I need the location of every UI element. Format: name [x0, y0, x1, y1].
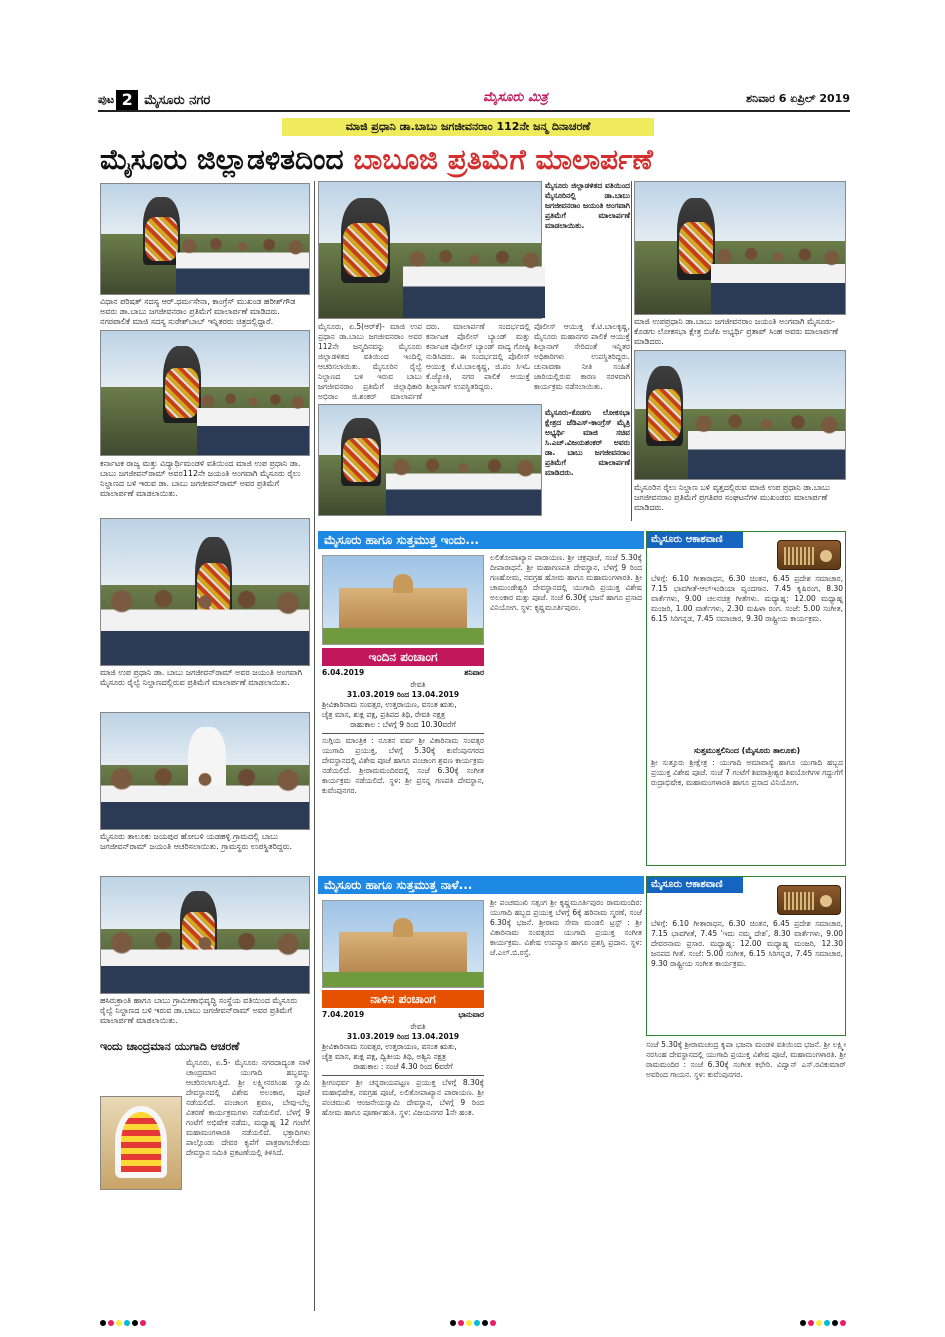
radio-tomorrow-box [646, 876, 846, 1036]
radio-icon [777, 885, 841, 915]
photo-group-1 [100, 518, 310, 666]
tomorrow-masa: ಚೈತ್ರ ಮಾಸ, ಶುಕ್ಲ ಪಕ್ಷ, ದ್ವಿತೀಯ ತಿಥಿ, ಅಶ್ವಿನಿ ನಕ್ಷತ್ರ [322, 1052, 446, 1061]
page-label: ಪುಟ [98, 93, 115, 106]
today-date: 6.04.2019 [322, 668, 365, 677]
radio-today-subtext: ಶ್ರೀ ಸುತ್ತೂರು ಶ್ರೀಕ್ಷೇತ್ರ : ಯುಗಾದಿ ಅಮಾವಾಸ್ಯೆ ಹಾಗೂ ಯುಗಾದಿ ಹಬ್ಬದ ಪ್ರಯುಕ್ತ ವಿಶೇಷ ಪೂಜೆ. ಸಂಜೆ 7 ಗಂಟೆಗೆ ಶಿವರಾತ್ರೀಶ್ವರ ಶಿವಯೋಗಿಗಳ ಗದ್ದುಗೆಗೆ ರುದ್ರಾಭಿಷೇಕ, ಮಹಾಮಂಗಳಾರತಿ ಹಾಗೂ ಪ್ರಸಾದ ವಿನಿಯೋಗ. [651, 758, 843, 787]
ugadi-title: ಇಂದು ಚಾಂದ್ರಮಾನ ಯುಗಾದಿ ಆಚರಣೆ [100, 1040, 240, 1053]
radio-today-sub: ಸುತ್ತಮುತ್ತಲಿನಿಂದ (ಮೈಸೂರು ತಾಲೂಕು) [693, 746, 801, 755]
today-samvatsara: ಶ್ರೀವಿಕಾರಿನಾಮ ಸಂವತ್ಸರ, ಉತ್ತರಾಯಣ, ವಸಂತ ಋತು, [322, 700, 457, 709]
radio-today-text: ಬೆಳಿಗ್ಗೆ: 6.10 ಗೀತಾರಾಧನ, 6.30 ಚಿಂತನ, 6.45 ಪ್ರದೇಶ ಸಮಾಚಾರ, 7.15 ಭಾವಗೀತೆ-ಆಲ್‌ಇಂಡಿಯಾ ವೃಂದಗಾನ. 7.45 ಕೃಷಿರಂಗ, 8.30 ವಾರ್ತೆಗಳು, 9.00 ಚಲನಚಿತ್ರ ಗೀತೆಗಳು. ಮಧ್ಯಾಹ್ನ: 12.00 ಮಧ್ಯಾಹ್ನ ಮಂಜರಿ, 1.00 ವಾರ್ತೆಗಳು, 2.30 ಮಹಿಳಾ ರಂಗ. ಸಂಜೆ: 5.00 ಸಂಗೀತ, 6.15 ಸಿರಿಗನ್ನಡ, 7.45 ಸಮಾಚಾರ, 9.30 ರಾಷ್ಟ್ರೀಯ ಕಾರ್ಯಕ್ರಮ. [651, 574, 843, 623]
today-col-right: ಲಲಿತೋಪಾಖ್ಯಾನ ಪಾರಾಯಣ. ಶ್ರೀ ಚಕ್ರಪೂಜೆ, ಸಂಜೆ 5.30ಕ್ಕೆ ದೀಪಾರಾಧನೆ. ಶ್ರೀ ಮಹಾಗಣಪತಿ ದೇವಸ್ಥಾನ, ಬೆಳಗ್ಗೆ 9 ರಿಂದ ಗಣಹೋಮ, ನವಗ್ರಹ ಹೋಮ ಹಾಗೂ ಮಹಾಮಂಗಳಾರತಿ. ಶ್ರೀ ಚಾಮುಂಡೇಶ್ವರಿ ದೇವಸ್ಥಾನದಲ್ಲಿ ಯುಗಾದಿ ಪ್ರಯುಕ್ತ ವಿಶೇಷ ಅಲಂಕಾರ ಮತ್ತು ಪೂಜೆ. ಸಂಜೆ 6.30ಕ್ಕೆ ಭಜನೆ ಹಾಗೂ ಪ್ರಸಾದ ವಿನಿಯೋಗ. ಸ್ಥಳ: ಕೃಷ್ಣಮೂರ್ತಿಪುರಂ. [490, 553, 642, 612]
radio-today-box [646, 531, 846, 866]
radio-tomorrow-title: ಮೈಸೂರು ಆಕಾಶವಾಣಿ [647, 877, 743, 893]
photo-mysore-palace-tomorrow [322, 900, 484, 988]
today-rahu: ರಾಹುಕಾಲ : ಬೆಳಗ್ಗೆ 9 ರಿಂದ 10.30ವರೆಗೆ [350, 720, 456, 729]
today-events: ಸುಗ್ಗಿಯ ಮಾಂತ್ರಿಕ : ನೂತನ ವರ್ಷ ಶ್ರೀ ವಿಕಾರಿನಾಮ ಸಂವತ್ಸರ ಯುಗಾದಿ ಪ್ರಯುಕ್ತ, ಬೆಳಗ್ಗೆ 5.30ಕ್ಕೆ ಕುವೆಂಪುನಗರದ ದೇವಸ್ಥಾನದಲ್ಲಿ ವಿಶೇಷ ಪೂಜೆ ಹಾಗೂ ಪಂಚಾಂಗ ಶ್ರವಣ ಕಾರ್ಯಕ್ರಮ ನಡೆಯಲಿದೆ. ಶ್ರೀರಾಮಮಂದಿರದಲ್ಲಿ ಸಂಜೆ 6.30ಕ್ಕೆ ಸಂಗೀತ ಕಾರ್ಯಕ್ರಮ ನಡೆಯಲಿದೆ. ಸ್ಥಳ: ಶ್ರೀ ಪ್ರಸನ್ನ ಗಣಪತಿ ದೇವಸ್ಥಾನ, ಕುವೆಂಪುನಗರ. [322, 736, 484, 795]
caption-1: ವಿಧಾನ ಪರಿಷತ್ ಸದಸ್ಯ ಆರ್.ಧರ್ಮಸೇನಾ, ಕಾಂಗ್ರೆಸ್ ಮುಖಂಡ ಹರೀಶ್‌ಗೌಡ ಅವರು ಡಾ.ಬಾಬು ಜಗಜೀವನರಾಂ ಪ್ರತಿಮೆಗೆ ಮಾಲಾರ್ಪಣೆ ಮಾಡಿದರು. ನಗರಪಾಲಿಕೆ ಮಾಜಿ ಸದಸ್ಯ ಸುರೇಶ್‌ಬಾಬ್ ಇನ್ನಿತರರು ಚಿತ್ರದಲ್ಲಿದ್ದಾರೆ. [100, 297, 296, 326]
caption-3: ಮೈಸೂರು ಜಿಲ್ಲಾಡಳಿತದ ವತಿಯಿಂದ ಮೈಸೂರಿನಲ್ಲಿ ಡಾ.ಬಾಬು ಜಗಜೀವನರಾಂ ಜಯಂತಿ ಅಂಗವಾಗಿ ಪ್ರತಿಮೆಗೆ ಮಾಲಾರ್ಪಣೆ ಮಾಡಲಾಯಿತು. [545, 181, 630, 230]
photo-statue-garlanding-4 [318, 404, 542, 516]
today-nakshatra: ರೇವತಿ [410, 680, 426, 689]
headline-part1: ಮೈಸೂರು ಜಿಲ್ಲಾಡಳಿತದಿಂದ [100, 143, 344, 176]
color-registration-marks-right [800, 1320, 846, 1328]
radio-icon [777, 540, 841, 570]
photo-group-2 [100, 876, 310, 994]
color-registration-marks-center [450, 1320, 496, 1328]
today-section-title: ಮೈಸೂರು ಹಾಗೂ ಸುತ್ತಮುತ್ತ ಇಂದು... [318, 531, 644, 549]
photo-village-group [100, 712, 310, 830]
tomorrow-range: 31.03.2019 ರಿಂದ 13.04.2019 [346, 1032, 460, 1041]
tomorrow-section-title: ಮೈಸೂರು ಹಾಗೂ ಸುತ್ತಮುತ್ತ ನಾಳೆ... [318, 876, 644, 894]
story-lead: ಮೈಸೂರು, ಏ.5(ಆರ್‌ಕೆ)- ಮಾಜಿ ಉಪ ಪ್ರಧಾನ ಡಾ.ಬಾಬು ಜಗಜೀವನರಾಂ ಅವರ 112ನೇ ಜನ್ಮದಿನವನ್ನು ಮೈಸೂರು ಜಿಲ್ಲಾಡಳಿತದ ವತಿಯಿಂದ ಇಂದಿಲ್ಲಿ ಆಚರಿಸಲಾಯಿತು. ಮೈಸೂರಿನ ರೈಲ್ವೆ ನಿಲ್ದಾಣದ ಬಳಿ ಇರುವ ಬಾಬು ಜಗಜೀವನರಾಂ ಪ್ರತಿಮೆಗೆ ಜಿಲ್ಲಾಧಿಕಾರಿ ಅಭಿರಾಂ ಜಿ.ಶಂಕರ್ ಮಾಲಾರ್ಪಣೆ [318, 322, 422, 401]
kicker: ಮಾಜಿ ಪ್ರಧಾನಿ ಡಾ.ಬಾಬು ಜಗಜೀವನರಾಂ 112ನೇ ಜನ್ಮ ದಿನಾಚರಣೆ [282, 118, 654, 136]
headline-part2: ಬಾಬೂಜಿ ಪ್ರತಿಮೆಗೆ ಮಾಲಾರ್ಪಣೆ [353, 143, 653, 176]
masthead-logo: ಮೈಸೂರು ಮಿತ್ರ [483, 90, 548, 105]
tomorrow-nakshatra: ರೇವತಿ [410, 1022, 426, 1031]
tomorrow-col-right: ಶ್ರೀ ಪಂಚಮುಖಿ ಸತ್ಸಂಗ ಶ್ರೀ ಕೃಷ್ಣಮೂರ್ತಿಪುರಂ ರಾಮಮಂದಿರ: ಯುಗಾದಿ ಹಬ್ಬದ ಪ್ರಯುಕ್ತ ಬೆಳಗ್ಗೆ 6ಕ್ಕೆ ಹರಿನಾಮ ಸ್ಮರಣೆ, ಸಂಜೆ 6.30ಕ್ಕೆ ಭಜನೆ. ಶ್ರೀರಾಮ ಸೇವಾ ಮಂಡಲಿ ಟ್ರಸ್ಟ್ : ಶ್ರೀ ವಿಕಾರಿನಾಮ ಸಂವತ್ಸರದ ಯುಗಾದಿ ಪ್ರಯುಕ್ತ ಸಂಗೀತ ಕಾರ್ಯಕ್ರಮ. ವಿಶೇಷ ಉಪನ್ಯಾಸ ಹಾಗೂ ಪ್ರಶಸ್ತಿ ಪ್ರದಾನ. ಸ್ಥಳ: ಜೆ.ಎಲ್.ಬಿ.ರಸ್ತೆ. [490, 898, 642, 957]
issue-date: ಶನಿವಾರ 6 ಏಪ್ರಿಲ್ 2019 [746, 92, 850, 105]
photo-statue-garlanding-5 [634, 350, 846, 480]
radio-today-title: ಮೈಸೂರು ಆಕಾಶವಾಣಿ [647, 532, 743, 548]
story-col3: ಪೊಲೀಸ್ ಆಯುಕ್ತ ಕೆ.ಟಿ.ಬಾಲಕೃಷ್ಣ, ಮೈಸೂರು ಮಹಾನಗರ ಪಾಲಿಕೆ ಆಯುಕ್ತೆ ಶಿಲ್ಪಾನಾಗ್ ಸೇರಿದಂತೆ ಇನ್ನಿತರ ಅಧಿಕಾರಿಗಳು ಉಪಸ್ಥಿತರಿದ್ದರು. ಚುನಾವಣಾ ನೀತಿ ಸಂಹಿತೆ ಜಾರಿಯಲ್ಲಿರುವ ಕಾರಣ ಸರಳವಾಗಿ ಕಾರ್ಯಕ್ರಮ ನಡೆಸಲಾಯಿತು. [534, 322, 630, 391]
today-panchanga-title: ಇಂದಿನ ಪಂಚಾಂಗ [322, 648, 484, 666]
tomorrow-rahu: ರಾಹುಕಾಲ : ಸಂಜೆ 4.30 ರಿಂದ 6ವರೆಗೆ [353, 1062, 453, 1071]
caption-8: ಮೈಸೂರು ತಾಲೂಕು ಜಯಪುರ ಹೋಬಳಿ ಯಡಹಳ್ಳಿ ಗ್ರಾಮದಲ್ಲಿ ಬಾಬು ಜಗಜೀವನ್‌ರಾಮ್ ಜಯಂತಿ ಆಚರಿಸಲಾಯಿತು. ಗ್ರಾಮಸ್ಥರು ಉಪಸ್ಥಿತರಿದ್ದರು. [100, 832, 293, 851]
tomorrow-events: ಶ್ರೀಗಂಧರ್ವ ಶ್ರೀ ಚನ್ನರಾಯಪಟ್ಟಣ ಪ್ರಯುಕ್ತ ಬೆಳಗ್ಗೆ 8.30ಕ್ಕೆ ಮಹಾಭಿಷೇಕ, ನವಗ್ರಹ ಪೂಜೆ, ಲಲಿತೋಪಾಖ್ಯಾನ ಪಾರಾಯಣ. ಶ್ರೀ ಪಂಚಮುಖಿ ಆಂಜನೇಯಸ್ವಾಮಿ ದೇವಸ್ಥಾನ, ಬೆಳಗ್ಗೆ 9 ರಿಂದ ಹೋಮ ಹಾಗೂ ಪೂರ್ಣಾಹುತಿ. ಸ್ಥಳ: ವಿಜಯನಗರ 1ನೇ ಹಂತ. [322, 1078, 484, 1117]
tomorrow-col-far-right: ಸಂಜೆ 5.30ಕ್ಕೆ ಶ್ರೀರಾಮಚಂದ್ರ ಕೃಪಾ ಭಜನಾ ಮಂಡಳಿ ವತಿಯಿಂದ ಭಜನೆ. ಶ್ರೀ ಲಕ್ಷ್ಮೀ ನರಸಿಂಹ ದೇವಸ್ಥಾನದಲ್ಲಿ ಯುಗಾದಿ ಪ್ರಯುಕ್ತ ವಿಶೇಷ ಪೂಜೆ, ಮಹಾಮಂಗಳಾರತಿ. ಶ್ರೀ ರಾಮಮಂದಿರ : ಸಂಜೆ 6.30ಕ್ಕೆ ಸಂಗೀತ ಕಛೇರಿ. ವಿದ್ವಾನ್ ಎಸ್.ರವಿಕುಮಾರ್ ಅವರಿಂದ ಗಾಯನ. ಸ್ಥಳ: ಕುವೆಂಪುನಗರ. [646, 1040, 846, 1079]
caption-9: ಹಸಿರುಕ್ರಾಂತಿ ಹಾಗೂ ಬಾಬು ಗ್ರಾಮೀಣಾಭಿವೃದ್ಧಿ ಸಂಸ್ಥೆಯ ವತಿಯಿಂದ ಮೈಸೂರು ರೈಲ್ವೆ ನಿಲ್ದಾಣದ ಬಳಿ ಇರುವ ಡಾ.ಬಾಬು ಜಗಜೀವನ್‌ರಾಮ್ ಅವರ ಪ್ರತಿಮೆಗೆ ಮಾಲಾರ್ಪಣೆ ಮಾಡಲಾಯಿತು. [100, 996, 298, 1025]
tomorrow-panchanga-title: ನಾಳಿನ ಪಂಚಾಂಗ [322, 990, 484, 1008]
caption-4: ಮಾಜಿ ಉಪಪ್ರಧಾನಿ ಡಾ.ಬಾಬು ಜಗಜೀವನರಾಂ ಜಯಂತಿ ಅಂಗವಾಗಿ ಮೈಸೂರು-ಕೊಡಗು ಲೋಕಸಭಾ ಕ್ಷೇತ್ರ ಬಿಜೆಪಿ ಅಭ್ಯರ್ಥಿ ಪ್ರತಾಪ್ ಸಿಂಹ ಅವರು ಮಾಲಾರ್ಪಣೆ ಮಾಡಿದರು. [634, 317, 839, 346]
caption-6: ಮೈಸೂರಿನ ರೈಲು ನಿಲ್ದಾಣ ಬಳಿ ವೃತ್ತದಲ್ಲಿರುವ ಮಾಜಿ ಉಪ ಪ್ರಧಾನಿ ಡಾ.ಬಾಬು ಜಗಜೀವನರಾಂ ಪ್ರತಿಮೆಗೆ ಪ್ರಗತಿಪರ ಸಂಘಟನೆಗಳ ಮುಖಂಡರು ಮಾಲಾರ್ಪಣೆ ಮಾಡಿದರು. [634, 483, 830, 512]
radio-tomorrow-text: ಬೆಳಿಗ್ಗೆ: 6.10 ಗೀತಾರಾಧನ, 6.30 ಚಿಂತನ, 6.45 ಪ್ರದೇಶ ಸಮಾಚಾರ, 7.15 ಭಾವಗೀತೆ, 7.45 'ಇದು ನಮ್ಮ ದೇಶ', 8.30 ವಾರ್ತೆಗಳು, 9.00 ದೇವರನಾಮ ಪ್ರಸಾರ. ಮಧ್ಯಾಹ್ನ: 12.00 ಮಧ್ಯಾಹ್ನ ಮಂಜರಿ, 12.30 ಜನಪದ ಗೀತೆ. ಸಂಜೆ: 5.00 ಸಂಗೀತ, 6.15 ಸಿರಿಗನ್ನಡ, 7.45 ಸಮಾಚಾರ, 9.30 ರಾಷ್ಟ್ರೀಯ ಸಂಗೀತ ಕಾರ್ಯಕ್ರಮ. [651, 919, 843, 968]
caption-5: ಮೈಸೂರು-ಕೊಡಗು ಲೋಕಸಭಾ ಕ್ಷೇತ್ರದ ಜೆಡಿಎಸ್-ಕಾಂಗ್ರೆಸ್ ಮೈತ್ರಿ ಅಭ್ಯರ್ಥಿ ಮಾಜಿ ಸಚಿವ ಸಿ.ಎಚ್.ವಿಜಯಶಂಕರ್ ಅವರು ಡಾ. ಬಾಬು ಜಗಜೀವನರಾಂ ಪ್ರತಿಮೆಗೆ ಮಾಲಾರ್ಪಣೆ ಮಾಡಿದರು. [545, 408, 630, 477]
caption-2: ಕರ್ನಾಟಕ ರಾಜ್ಯ ಮತ್ತು ವಿದ್ಯಾರ್ಥಿಮಂಡಳಿ ವತಿಯಿಂದ ಮಾಜಿ ಉಪ ಪ್ರಧಾನಿ ಡಾ. ಬಾಬು ಜಗಜೀವನ್‌ರಾಮ್ ಅವರ112ನೇ ಜಯಂತಿ ಅಂಗವಾಗಿ ಮೈಸೂರು ರೈಲು ನಿಲ್ದಾಣದ ಬಳಿ ಇರುವ ಡಾ. ಬಾಬು ಜಗಜೀವನ್‌ರಾಮ್ ಅವರ ಪ್ರತಿಮೆಗೆ ಮಾಲಾರ್ಪಣೆ ಮಾಡಲಾಯಿತು. [100, 459, 301, 498]
color-registration-marks-left [100, 1320, 146, 1328]
page-header [98, 90, 850, 112]
today-range: 31.03.2019 ರಿಂದ 13.04.2019 [346, 690, 460, 699]
photo-statue-garlanding-2 [634, 181, 846, 315]
photo-statue-garlanding-1 [100, 183, 310, 295]
tomorrow-day: ಭಾನುವಾರ [458, 1010, 484, 1019]
photo-statue-garlanding-dc [318, 181, 542, 319]
section-name: ಮೈಸೂರು ನಗರ [144, 92, 211, 108]
story-col2: ದರು. ಮಾಲಾರ್ಪಣೆ ಸಂದರ್ಭದಲ್ಲಿ ಕರ್ನಾಟಕ ಪೊಲೀಸ್ ಬ್ಯಾಂಡ್ ಮತ್ತು ಕರ್ನಾಟಕ ಪೊಲೀಸ್ ಬ್ಯಾಂಡ್ ವಾದ್ಯ ಗೋಷ್ಠಿ ನುಡಿಸಿದರು. ಈ ಸಂದರ್ಭದಲ್ಲಿ ಪೊಲೀಸ್ ಆಯುಕ್ತ ಕೆ.ಟಿ.ಬಾಲಕೃಷ್ಣ, ಜಿ.ಪಂ ಸಿಇಓ ಕೆ.ಜ್ಯೋತಿ, ನಗರ ಪಾಲಿಕೆ ಆಯುಕ್ತೆ ಶಿಲ್ಪಾನಾಗ್ ಉಪಸ್ಥಿತರಿದ್ದರು. [426, 322, 530, 391]
page-number: 2 [116, 90, 138, 110]
caption-7: ಮಾಜಿ ಉಪ ಪ್ರಧಾನಿ ಡಾ. ಬಾಬು ಜಗಜೀವನ್‌ರಾಮ್ ಅವರ ಜಯಂತಿ ಅಂಗವಾಗಿ ಮೈಸೂರು ರೈಲ್ವೆ ನಿಲ್ದಾಣದಲ್ಲಿರುವ ಪ್ರತಿಮೆಗೆ ಮಾಲಾರ್ಪಣೆ ಮಾಡಲಾಯಿತು. [100, 668, 302, 687]
ugadi-text: ಮೈಸೂರು, ಏ.5- ಮೈಸೂರು ನಗರದಾದ್ಯಂತ ನಾಳೆ ಚಾಂದ್ರಮಾನ ಯುಗಾದಿ ಹಬ್ಬವನ್ನು ಆಚರಿಸಲಾಗುತ್ತಿದೆ. ಶ್ರೀ ಲಕ್ಷ್ಮೀನರಸಿಂಹ ಸ್ವಾಮಿ ದೇವಸ್ಥಾನದಲ್ಲಿ ವಿಶೇಷ ಅಲಂಕಾರ, ಪೂಜೆ ನಡೆಯಲಿದೆ. ಪಂಚಾಂಗ ಶ್ರವಣ, ಬೇವು-ಬೆಲ್ಲ ವಿತರಣೆ ಕಾರ್ಯಕ್ರಮಗಳು ನಡೆಯಲಿವೆ. ಬೆಳಗ್ಗೆ 9 ಗಂಟೆಗೆ ಅಭಿಷೇಕ ನಡೆದು, ಮಧ್ಯಾಹ್ನ 12 ಗಂಟೆಗೆ ಮಹಾಮಂಗಳಾರತಿ ನಡೆಯಲಿದೆ. ಭಕ್ತಾದಿಗಳು ಪಾಲ್ಗೊಂಡು ದೇವರ ಕೃಪೆಗೆ ಪಾತ್ರರಾಗಬೇಕೆಂದು ದೇವಸ್ಥಾನ ಸಮಿತಿ ಪ್ರಕಟಣೆಯಲ್ಲಿ ತಿಳಿಸಿದೆ. [186, 1058, 310, 1157]
tomorrow-date: 7.04.2019 [322, 1010, 365, 1019]
photo-mysore-palace-today [322, 555, 484, 645]
today-masa: ಚೈತ್ರ ಮಾಸ, ಶುಕ್ಲ ಪಕ್ಷ, ಪ್ರತಿಪದ ತಿಥಿ, ರೇವತಿ ನಕ್ಷತ್ರ [322, 710, 446, 719]
today-day: ಶನಿವಾರ [464, 668, 484, 677]
photo-statue-garlanding-3 [100, 330, 310, 456]
page-headline [100, 140, 850, 180]
tomorrow-samvatsara: ಶ್ರೀವಿಕಾರಿನಾಮ ಸಂವತ್ಸರ, ಉತ್ತರಾಯಣ, ವಸಂತ ಋತು, [322, 1042, 457, 1051]
